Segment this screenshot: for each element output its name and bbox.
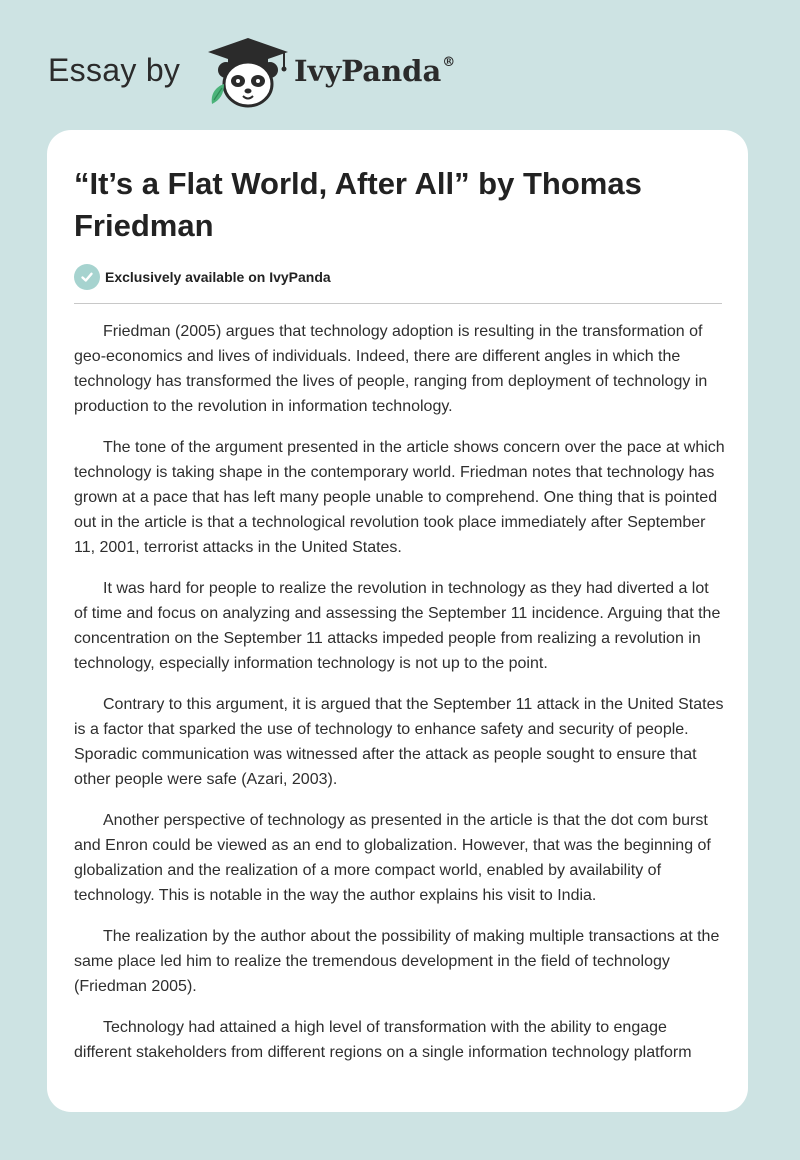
divider [74,303,722,304]
exclusive-badge-label: Exclusively available on IvyPanda [105,269,331,285]
site-header [48,34,508,114]
brand-name-text: IvyPanda [294,54,442,88]
paragraph: It was hard for people to realize the revolution in technology as they had diverted a lot of time and focus on analyzing and assessing the September 11 incidence. Arguing that the concentration on the September 11 attacks impeded people from realizing a revolution in technology, especially information technology is not up to the point. [74,580,721,672]
brand-name[interactable] [294,54,455,88]
essay-body [74,319,726,1081]
registered-mark: ® [442,55,456,71]
exclusive-badge [74,264,331,290]
page-title: “It’s a Flat World, After All” by Thomas Friedman [74,166,642,243]
paragraph: The realization by the author about the possibility of making multiple transactions at the same place led him to realize the tremendous development in the field of technology (Friedman 2005). [74,928,720,995]
check-icon [74,264,100,290]
paragraph: The tone of the argument presented in the article shows concern over the pace at which technology is taking shape in the contemporary world. Friedman notes that technology has grown at a pace that has left many people unable to comprehend. One thing that is pointed out in the article is that a technological revolution took place immediately after September 11, 2001, terrorist attacks in the United States. [74,439,725,556]
panda-graduate-icon[interactable] [204,34,292,110]
paragraph: Contrary to this argument, it is argued that the September 11 attack in the United States is a factor that sparked the use of technology to enhance safety and security of people. Sporadic communication was witnessed after the attack as people sought to ensure that other people were safe (Azari, 2003). [74,696,724,788]
essay-by-label: Essay by [48,52,181,88]
paragraph: Another perspective of technology as presented in the article is that the dot com burst and Enron could be viewed as an end to globalization. However, that was the beginning of globalization and the realization of a more compact world, enabled by availability of technology. This is notable in the way the author explains his visit to India. [74,812,711,904]
paragraph: Technology had attained a high level of transformation with the ability to engage different stakeholders from different regions on a single information technology platform [74,1019,692,1061]
paragraph: Friedman (2005) argues that technology adoption is resulting in the transformation of geo-economics and lives of individuals. Indeed, there are different angles in which the technology has transformed the lives of people, ranging from deployment of technology in production to the revolution in information technology. [74,323,708,415]
essay-card [47,130,748,1112]
